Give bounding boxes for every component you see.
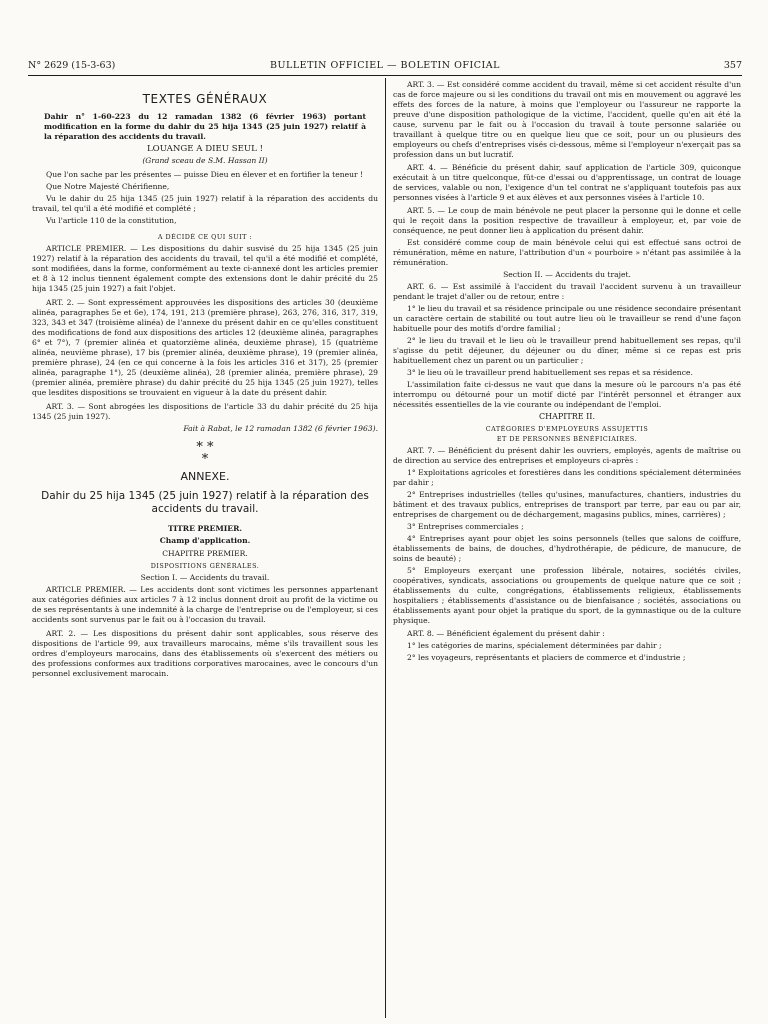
article-7-item-2: 2° Entreprises industrielles (telles qu'usines, manufactures, chantiers, industries du bâtiment et des travaux publics, entreprises de transport par terre, par eau ou par air, entreprises de chargement ou de déchargement, magasins publics, mines, carrières) ;: [393, 490, 741, 519]
fait-a-rabat: Fait à Rabat, le 12 ramadan 1382 (6 février 1963).: [183, 424, 378, 433]
annexe-heading: ANNEXE.: [180, 470, 230, 483]
annex-article-6: ART. 6. — Est assimilé à l'accident du travail l'accident survenu à un travailleur pendant le trajet d'aller ou de retour, entre :: [393, 282, 741, 301]
annex-article-7: ART. 7. — Bénéficient du présent dahir les ouvriers, employés, agents de maîtrise ou de direction au service des entreprises et employeurs ci-après :: [393, 446, 741, 465]
chapitre-premier: CHAPITRE PREMIER.: [162, 549, 248, 558]
dispositions-generales: DISPOSITIONS GÉNÉRALES.: [150, 562, 260, 570]
article-8-item-2: 2° les voyageurs, représentants et placiers de commerce et d'industrie ;: [407, 653, 686, 662]
section-1: Section I. — Accidents du travail.: [140, 573, 270, 582]
article-3: ART. 3. — Sont abrogées les dispositions de l'article 33 du dahir précité du 25 hija 1345 (25 juin 1927).: [32, 402, 378, 421]
left-column: [32, 80, 378, 681]
annex-article-5: ART. 5. — Le coup de main bénévole ne peut placer la personne qui le donne et celle qui le reçoit dans la position respective de travailleur à employeur, et, par voie de conséquence, ne peut donner lieu à application du présent dahir.: [393, 206, 741, 235]
annex-article-8: ART. 8. — Bénéficient également du présent dahir :: [407, 629, 605, 638]
article-8-item-1: 1° les catégories de marins, spécialement déterminées par dahir ;: [407, 641, 662, 650]
article-6-item-2: 2° le lieu du travail et le lieu où le travailleur prend habituellement ses repas, qu'il s'agisse du petit déjeuner, du déjeuner ou du dîner, même si ce repas est pris habituellement chez un parent ou un particulier ;: [393, 336, 741, 365]
page-header: [28, 58, 742, 74]
categories-heading: CATÉGORIES D'EMPLOYEURS ASSUJETTIS ET DE PERSONNES BÉNÉFICIAIRES.: [485, 425, 649, 443]
preamble-2: Que Notre Majesté Chérifienne,: [46, 182, 170, 191]
champ-application: Champ d'application.: [159, 536, 251, 545]
article-7-item-5: 5° Employeurs exerçant une profession libérale, notaires, sociétés civiles, coopératives, syndicats, associations ou groupements de quelque nature que ce soit ; établissements du culte, congrégations, établissements religieux, établissements hospitaliers ; établissements d'assistance ou de bienfaisance ; sociétés, associations ou établissements ayant pour objet la pratique du sport, de la gymnastique ou de la culture physique.: [393, 566, 741, 625]
article-7-item-1: 1° Exploitations agricoles et forestières dans les conditions spécialement déterminées par dahir ;: [393, 468, 741, 487]
preamble-1: Que l'on sache par les présentes — puisse Dieu en élever et en fortifier la teneur !: [46, 170, 364, 179]
dahir-title: Dahir n° 1-60-223 du 12 ramadan 1382 (6 février 1963) portant modification en la forme du dahir du 25 hija 1345 (25 juin 1927) relatif à la réparation des accidents du travail.: [44, 112, 366, 141]
decide: A DÉCIDÉ CE QUI SUIT :: [157, 233, 253, 241]
article-6-assimilation: L'assimilation faite ci-dessus ne vaut que dans la mesure où le parcours n'a pas été interrompu ou détourné pour un motif dicté par l'intérêt personnel et étranger aux nécessités essentielles de la vie courante ou indépendant de l'emploi.: [393, 380, 741, 409]
annex-article-4: ART. 4. — Bénéficie du présent dahir, sauf application de l'article 309, quiconque exécutait à un titre quelconque, fût-ce d'essai ou d'apprentissage, un contrat de louage de services, valable ou non, l'exigence d'un tel contrat ne s'appliquant toutefois pas aux personnes visées à l'article 9 et aux élèves et aux personnes visées à l'article 10.: [393, 163, 741, 202]
annex-article-1: ARTICLE PREMIER. — Les accidents dont sont victimes les personnes appartenant aux catégories définies aux articles 7 à 12 inclus donnent droit au profit de la victime ou de ses représentants à une indemnité à la charge de l'entreprise ou de l'employeur, si ces accidents sont survenus par le fait ou à l'occasion du travail.: [32, 585, 378, 624]
section-heading: TEXTES GÉNÉRAUX: [142, 92, 268, 106]
chapitre-2: CHAPITRE II.: [538, 412, 596, 421]
article-7-item-3: 3° Entreprises commerciales ;: [407, 522, 524, 531]
separator-stars: * * *: [196, 440, 214, 467]
annex-article-3: ART. 3. — Est considéré comme accident du travail, même si cet accident résulte d'un cas de force majeure ou si les conditions du travail ont mis en mouvement ou aggravé les effets des forces de la nature, à moins que l'employeur ou l'assureur ne rapporte la preuve d'une disposition pathologique de la victime, l'accident, quelle qu'en ait été la cause, survenu par le fait ou à l'occasion du travail à toute personne salariée ou travaillant à quelque titre ou en quelque lieu que ce soit, pour un ou plusieurs des employeurs ou chefs d'entreprises visés ci-dessous, même si l'employeur n'exerçait pas sa profession dans un but lucratif.: [393, 80, 741, 159]
header-rule: [28, 75, 742, 76]
article-6-item-3: 3° le lieu où le travailleur prend habituellement ses repas et sa résidence.: [407, 368, 693, 377]
annexe-title: Dahir du 25 hija 1345 (25 juin 1927) relatif à la réparation des accidents du travail.: [41, 490, 369, 515]
article-7-item-4: 4° Entreprises ayant pour objet les soins personnels (telles que salons de coiffure, établissements de bains, de douches, d'hydrothérapie, de pédicure, de manucure, de soins de beauté) ;: [393, 534, 741, 563]
page-number: 357: [723, 60, 742, 71]
article-1: ARTICLE PREMIER. — Les dispositions du dahir susvisé du 25 hija 1345 (25 juin 1927) relatif à la réparation des accidents du travail, tel qu'il a été modifié et complété, sont modifiées, dans la forme, conformément au texte ci-annexé dont les articles premier et 8 à 12 inclus tiennent également compte des extensions dont le dahir précité du 25 hija 1345 (25 juin 1927) a fait l'objet.: [32, 244, 378, 293]
titre-premier: TITRE PREMIER.: [167, 524, 243, 533]
preamble-3: Vu le dahir du 25 hija 1345 (25 juin 1927) relatif à la réparation des accidents du travail, tel qu'il a été modifié et complété ;: [32, 194, 378, 213]
annex-article-5b: Est considéré comme coup de main bénévole celui qui est effectué sans octroi de rémunération, même en nature, l'attribution d'un « pourboire » n'étant pas assimilée à la rémunération.: [393, 238, 741, 267]
section-2: Section II. — Accidents du trajet.: [503, 270, 631, 279]
issue-number: N° 2629 (15-3-63): [28, 60, 116, 71]
grand-sceau: (Grand sceau de S.M. Hassan II): [142, 156, 268, 165]
column-divider: [385, 78, 386, 1018]
bulletin-title: BULLETIN OFFICIEL — BOLETIN OFICIAL: [270, 60, 500, 71]
preamble-4: Vu l'article 110 de la constitution,: [46, 216, 177, 225]
louange: LOUANGE A DIEU SEUL !: [146, 144, 264, 154]
annex-article-2: ART. 2. — Les dispositions du présent dahir sont applicables, sous réserve des dispositions de l'article 99, aux travailleurs marocains, même s'ils travaillent sous les ordres d'employeurs marocains, dans des établissements où s'exercent des métiers ou des professions conformes aux traditions corporatives marocaines, avec le concours d'un personnel exclusivement marocain.: [32, 629, 378, 678]
article-2: ART. 2. — Sont expressément approuvées les dispositions des articles 30 (deuxième alinéa, paragraphes 5e et 6e), 174, 191, 213 (première phrase), 263, 276, 316, 317, 319, 323, 343 et 347 (troisième alinéa) de l'annexe du présent dahir en ce qu'elles constituent des modifications de fond aux dispositions des articles 12 (deuxième alinéa, paragraphes 6° et 7°), 7 (premier alinéa et quatorzième alinéa, deuxième phrase), 15 (quatrième alinéa, neuvième phrase), 17 bis (premier alinéa, deuxième phrase), 19 (premier alinéa, première phrase), 24 (en ce qui concerne à la fois les articles 316 et 317), 25 (premier alinéa, paragraphe 1°), 25 (deuxième alinéa), 28 (premier alinéa, première phrase), 29 (premier alinéa, première phrase) du dahir précité du 25 hija 1345 (25 juin 1927), telles que lesdites dispositions se trouvaient en vigueur à la date du présent dahir.: [32, 298, 378, 397]
article-6-item-1: 1° le lieu du travail et sa résidence principale ou une résidence secondaire présentant un caractère certain de stabilité ou tout autre lieu où le travailleur se rend d'une façon habituelle pour des motifs d'ordre familial ;: [393, 304, 741, 333]
right-column: [393, 80, 741, 665]
